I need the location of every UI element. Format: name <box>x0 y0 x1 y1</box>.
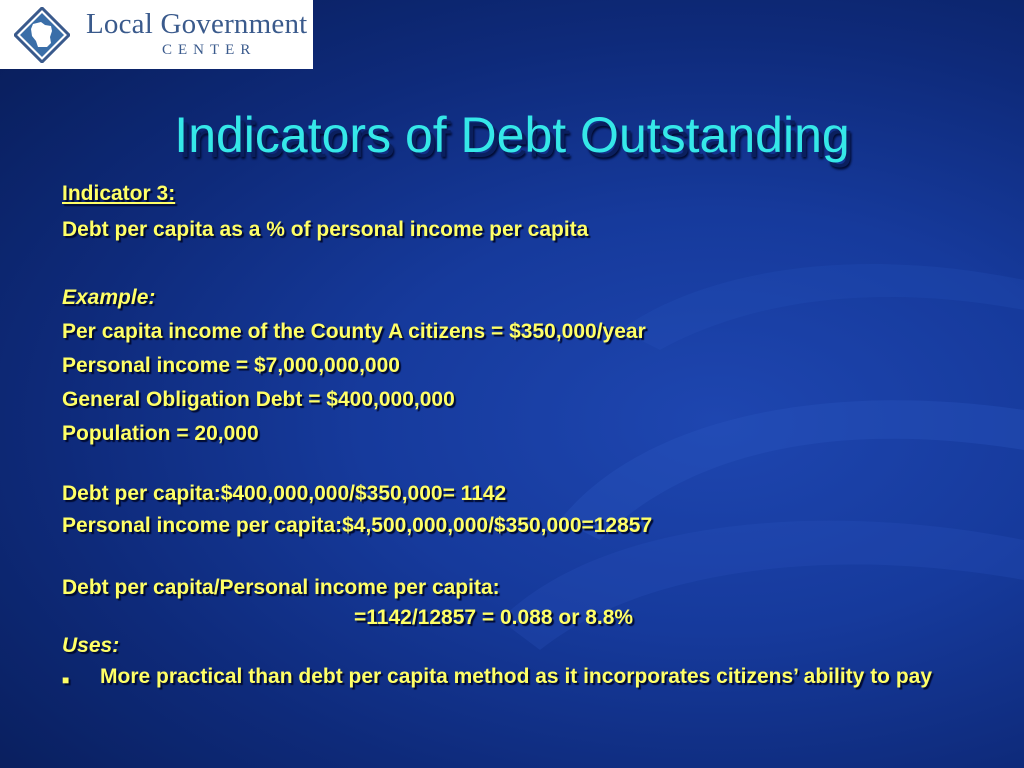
logo-subtitle: CENTER <box>162 42 257 58</box>
slide-title: Indicators of Debt Outstanding <box>174 107 850 163</box>
calc-line: Debt per capita:$400,000,000/$350,000= 1142 <box>62 482 507 505</box>
indicator-description: Debt per capita as a % of personal income per capita <box>62 218 589 241</box>
uses-label: Uses: <box>62 634 120 657</box>
example-line: Per capita income of the County A citizens = $350,000/year <box>62 320 646 343</box>
example-line: Personal income = $7,000,000,000 <box>62 354 400 377</box>
ratio-result: =1142/12857 = 0.088 or 8.8% <box>354 606 634 629</box>
ratio-label: Debt per capita/Personal income per capita: <box>62 576 500 599</box>
calc-line: Personal income per capita:$4,500,000,000/$350,000=12857 <box>62 514 653 537</box>
logo-title: Local Government <box>86 8 308 40</box>
example-label: Example: <box>62 286 156 309</box>
example-line: General Obligation Debt = $400,000,000 <box>62 388 455 411</box>
logo <box>0 0 313 69</box>
wisconsin-diamond-icon <box>14 7 70 63</box>
example-line: Population = 20,000 <box>62 422 259 445</box>
indicator-label: Indicator 3: <box>62 182 176 205</box>
uses-item: More practical than debt per capita method as it incorporates citizens’ ability to pay <box>100 665 933 688</box>
bullet-icon: ■ <box>62 673 70 687</box>
